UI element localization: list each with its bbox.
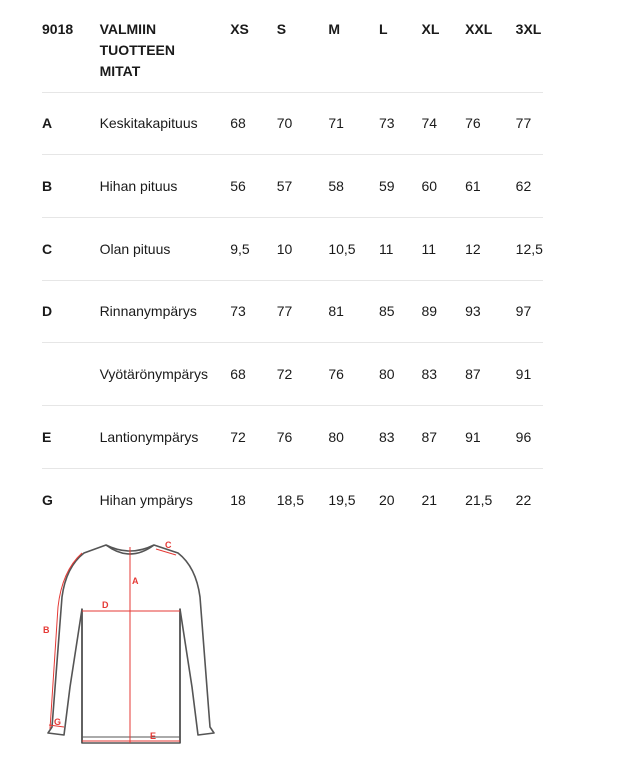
measure-label: Hihan ympärys [100,468,231,531]
value-cell: 10,5 [328,217,379,280]
value-cell: 59 [379,155,422,218]
size-header-xl: XL [421,21,440,37]
shirt-outline [48,545,214,743]
value-cell: 19,5 [328,468,379,531]
value-cell: 21,5 [465,468,516,531]
measure-code: B [42,155,100,218]
value-cell: 12 [465,217,516,280]
value-cell: 77 [277,280,329,343]
size-header-xxl: XXL [465,21,493,37]
value-cell: 72 [230,405,277,468]
measure-label: Olan pituus [100,217,231,280]
measure-code: C [42,217,100,280]
diagram-label-b: B [43,625,50,635]
value-cell: 80 [328,405,379,468]
table-row [42,155,543,218]
value-cell: 72 [277,343,329,406]
measure-label: Keskitakapituus [100,92,231,155]
measure-label: Rinnanympärys [100,280,231,343]
value-cell: 96 [516,405,543,468]
value-cell: 93 [465,280,516,343]
value-cell: 68 [230,92,277,155]
measure-label: Hihan pituus [100,155,231,218]
value-cell: 70 [277,92,329,155]
diagram-label-c: C [165,540,172,550]
value-cell: 20 [379,468,422,531]
measure-code: E [42,405,100,468]
table-row [42,92,543,155]
value-cell: 62 [516,155,543,218]
size-header-3xl: 3XL [515,21,542,37]
header-row [42,10,543,92]
measurement-lines [49,547,180,743]
value-cell: 83 [379,405,422,468]
value-cell: 56 [230,155,277,218]
product-code: 9018 [42,21,74,37]
value-cell: 91 [465,405,516,468]
diagram-label-e: E [150,731,157,741]
value-cell: 87 [421,405,465,468]
diagram-label-g: G [54,717,62,727]
table-title-line: VALMIIN [99,21,157,37]
value-cell: 76 [328,343,379,406]
value-cell: 76 [465,92,516,155]
table-row [42,280,543,343]
value-cell: 68 [230,343,277,406]
value-cell: 9,5 [230,217,277,280]
value-cell: 74 [421,92,465,155]
value-cell: 22 [516,468,543,531]
value-cell: 87 [465,343,516,406]
measure-label: Vyötärönympärys [100,343,231,406]
value-cell: 77 [516,92,543,155]
table-title-line: MITAT [99,63,141,79]
value-cell: 57 [277,155,329,218]
measure-code: D [42,280,100,343]
value-cell: 85 [379,280,422,343]
value-cell: 10 [277,217,329,280]
table-title-line: TUOTTEEN [99,42,176,58]
value-cell: 81 [328,280,379,343]
value-cell: 11 [421,217,465,280]
diagram-label-a: A [132,576,139,586]
value-cell: 91 [516,343,543,406]
value-cell: 71 [328,92,379,155]
value-cell: 11 [379,217,422,280]
diagram-label-d: D [102,600,109,610]
size-header-l: L [378,21,388,37]
table-row [42,343,543,406]
table-row [42,217,543,280]
value-cell: 58 [328,155,379,218]
value-cell: 60 [421,155,465,218]
value-cell: 76 [277,405,329,468]
size-header-m: M [328,21,340,37]
value-cell: 12,5 [516,217,543,280]
size-header-s: S [276,21,287,37]
garment-measurement-diagram [38,537,228,755]
value-cell: 61 [465,155,516,218]
value-cell: 73 [379,92,422,155]
value-cell: 89 [421,280,465,343]
value-cell: 73 [230,280,277,343]
value-cell: 80 [379,343,422,406]
measure-label: Lantionympärys [100,405,231,468]
table-row [42,468,543,531]
table-row [42,405,543,468]
value-cell: 18,5 [277,468,329,531]
value-cell: 83 [421,343,465,406]
value-cell: 18 [230,468,277,531]
measure-code [42,343,100,406]
size-header-xs: XS [230,21,249,37]
table-title [100,10,231,92]
measure-code: G [42,468,100,531]
value-cell: 21 [421,468,465,531]
size-table [42,10,543,531]
measure-code: A [42,92,100,155]
value-cell: 97 [516,280,543,343]
